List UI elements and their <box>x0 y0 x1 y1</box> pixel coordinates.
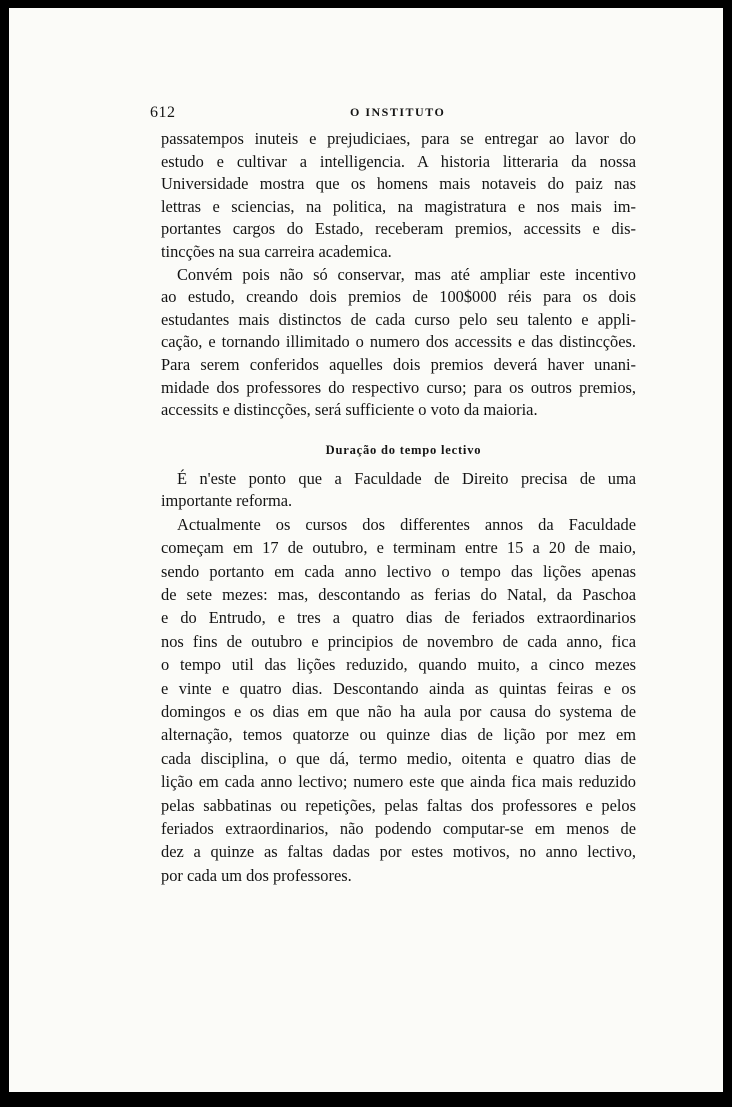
text-line: cada disciplina, o que dá, termo medio, oitenta e quatro dias de <box>161 748 636 768</box>
text-line: pelas sabbatinas ou repetições, pelas faltas dos professores e pelos <box>161 795 636 815</box>
paragraph-2 <box>161 264 636 422</box>
text-line: por cada um dos professores. <box>161 865 352 885</box>
running-head <box>150 104 634 124</box>
journal-title: O INSTITUTO <box>350 105 446 119</box>
text-line: importante reforma. <box>161 491 293 511</box>
text-line: feriados extraordinarios, não podendo computar-se em menos de <box>161 818 636 838</box>
text-line: nos fins de outubro e principios de novembro de cada anno, fica <box>161 631 636 651</box>
text-line: o tempo util das lições reduzido, quando muito, a cinco mezes <box>161 655 636 675</box>
text-line: É n'este ponto que a Faculdade de Direito precisa de uma <box>177 468 636 488</box>
body-text <box>161 128 636 887</box>
text-line: ao estudo, creando dois premios de 100$000 réis para os dois <box>161 287 636 307</box>
paragraph-1 <box>161 128 636 264</box>
text-line: Para serem conferidos aquelles dois premios deverá haver unani- <box>161 354 636 374</box>
paragraph-3 <box>161 468 636 513</box>
text-line: tincções na sua carreira academica. <box>161 241 392 261</box>
text-line: portantes cargos do Estado, receberam premios, accessits e dis- <box>161 219 636 239</box>
text-line: e vinte e quatro dias. Descontando ainda as quintas feiras e os <box>161 678 636 698</box>
text-line: midade dos professores do respectivo curso; para os outros premios, <box>161 377 636 397</box>
text-line: sendo portanto em cada anno lectivo o tempo das lições apenas <box>161 561 636 581</box>
text-line: estudantes mais distinctos de cada curso pelo seu talento e appli- <box>161 309 636 329</box>
section-heading: Duração do tempo lectivo <box>325 442 482 457</box>
page-number: 612 <box>150 104 176 121</box>
text-line: Convém pois não só conservar, mas até ampliar este incentivo <box>177 264 636 284</box>
text-line: alternação, temos quatorze ou quinze dias de lição por mez em <box>161 725 636 745</box>
paragraph-4 <box>161 513 636 887</box>
text-line: começam em 17 de outubro, e terminam entre 15 a 20 de maio, <box>161 538 636 558</box>
text-line: passatempos inuteis e prejudiciaes, para se entregar ao lavor do <box>161 129 636 148</box>
text-line: Actualmente os cursos dos differentes annos da Faculdade <box>177 514 636 534</box>
text-line: estudo e cultivar a intelligencia. A historia litteraria da nossa <box>161 151 636 171</box>
text-line: lição em cada anno lectivo; numero este que ainda fica mais reduzido <box>161 772 636 792</box>
text-line: dez a quinze as faltas dadas por estes motivos, no anno lectivo, <box>161 842 636 862</box>
text-line: e do Entrudo, e tres a quatro dias de feriados extraordinarios <box>161 608 636 628</box>
text-line: Universidade mostra que os homens mais notaveis do paiz nas <box>161 174 636 194</box>
text-line: cação, e tornando illimitado o numero dos accessits e das distincções. <box>161 332 636 352</box>
text-line: lettras e sciencias, na politica, na magistratura e nos mais im- <box>161 196 636 216</box>
section-spacer <box>161 422 636 438</box>
text-line: domingos e os dias em que não ha aula por causa do systema de <box>161 702 636 722</box>
text-line: de sete mezes: mas, descontando as ferias do Natal, da Paschoa <box>161 585 636 605</box>
text-line: accessits e distincções, será sufficiente o voto da maioria. <box>161 400 538 420</box>
